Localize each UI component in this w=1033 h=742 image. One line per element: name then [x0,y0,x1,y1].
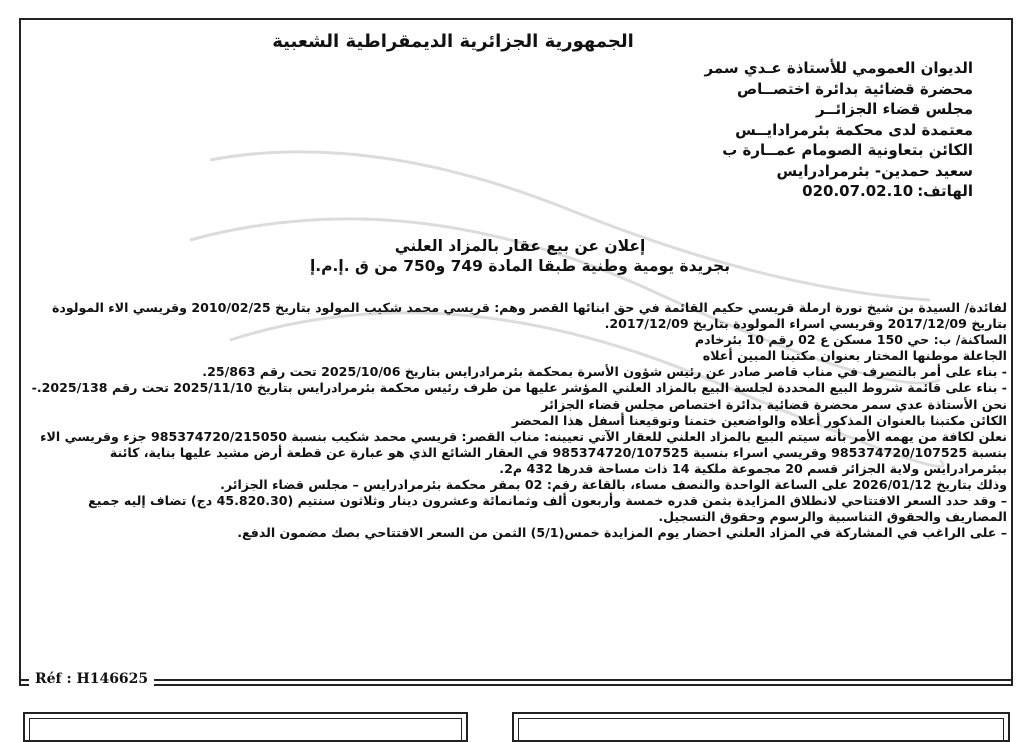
header-block [213,30,973,202]
country-name: الجمهورية الجزائرية الديمقراطية الشعبية [272,31,634,52]
body-paragraph: الجاعلة موطنها المختار بعنوان مكتبنا المبين أعلاه [702,348,1007,364]
body-paragraph: الساكنة/ ب: حي 150 مسكن ع 02 رقم 10 بئرخادم [694,332,1007,348]
next-notice-frame-left [23,712,468,742]
phone-label: الهاتف: [917,182,973,200]
body-paragraph: وذلك بتاريخ 2026/01/12 على الساعة الواحدة والنصف مساء، بالقاعة رقم: 02 بمقر محكمة بئرمرادرايس – مجلس قضاء الجزائر. [220,477,1007,493]
body-paragraph: الكائن مكتبنا بالعنوان المذكور أعلاه والواضعين ختمنا وتوقيعنا أسفل هذا المحضر [511,412,1007,428]
reference-label: Réf : H146625 [29,669,154,689]
office-line: سعيد حمدين- بئرمرادرايس [776,161,973,180]
body-paragraph: - بناء على أمر بالتصرف في مناب قاصر صادر عن رئيس شؤون الأسرة بمحكمة بئرمرادرايس بتاريخ 2025/10/06 تحت رقم 25/863. [202,364,1007,380]
reference-row [19,669,1013,691]
office-line: معتمدة لدى محكمة بئرمرادايــس [735,120,973,139]
body-paragraph: - بناء على قائمة شروط البيع المحددة لجلسة البيع بالمزاد العلني المؤشر عليها من طرف رئيس محكمة بئرمرادرايس بتاريخ 2025/11/10 تحت رقم 2025/138.- نحن الأستاذة عدي سمر محضرة قضائية بدائرة اختصاص مجلس قضاء الجزائر [31,380,1007,412]
reference-rule [19,679,1013,681]
phone-number: 020.07.02.10 [802,182,914,200]
body-paragraph: نعلن لكافة من يهمه الأمر بأنه سيتم البيع بالمزاد العلني للعقار الآتي تعيينه: مناب القصر: قريسي محمد شكيب بنسبة 985374720/215050 جزء وقريسي الاء بنسبة 985374720/107525 وقريسي اسراء بنسبة 985374720/107525 في العقار الشائع الذي هو عبارة عن قطعة أرض مشيد عليها بناية، كائنة ببئرمرادرايس ولاية الجزائر قسم 20 مجموعة ملكية 14 ذات مساحة قدرها 432 م2. [40,428,1007,476]
next-notice-frame-right [512,712,1010,742]
body-paragraph: – وقد حدد السعر الافتتاحي لانطلاق المزايدة بثمن قدره خمسة وأربعون ألف وثمانمائة وعشرون دينار وثلاثون سنتيم (45.820.30 دج) تضاف إليه جميع المصاريف والحقوق التناسبية والرسوم وحقوق التسجيل. [88,493,1007,525]
announcement-title: إعلان عن بيع عقار بالمزاد العلني [394,237,646,255]
office-line: محضرة قضائية بدائرة اختصــاص [737,79,973,98]
body-paragraph: لفائدة/ السيدة بن شيخ نورة ارملة قريسي حكيم القائمة في حق ابنائها القصر وهم: قريسي محمد شكيب المولود بتاريخ 2010/02/25 وقريسي الاء المولودة بتاريخ 2017/12/09 وقريسي اسراء المولودة بتاريخ 2017/12/09. [51,300,1007,332]
body-paragraph: – على الراغب في المشاركة في المزاد العلني احضار يوم المزايدة خمس(5/1) الثمن من السعر الافتتاحي بصك مضمون الدفع. [237,525,1007,541]
office-line: الديوان العمومي للأستاذة عـدي سمر [704,59,973,77]
office-line: الكائن بتعاونية الصومام عمــارة ب [722,141,973,159]
announcement-body [28,300,1007,541]
phone-line [213,181,973,202]
office-line: مجلس قضاء الجزائــر [815,100,973,118]
announcement-title-block [240,236,800,276]
announcement-subtitle: بجريدة يومية وطنية طبقا المادة 749 و750 من ق .إ.م.إ [309,257,731,275]
